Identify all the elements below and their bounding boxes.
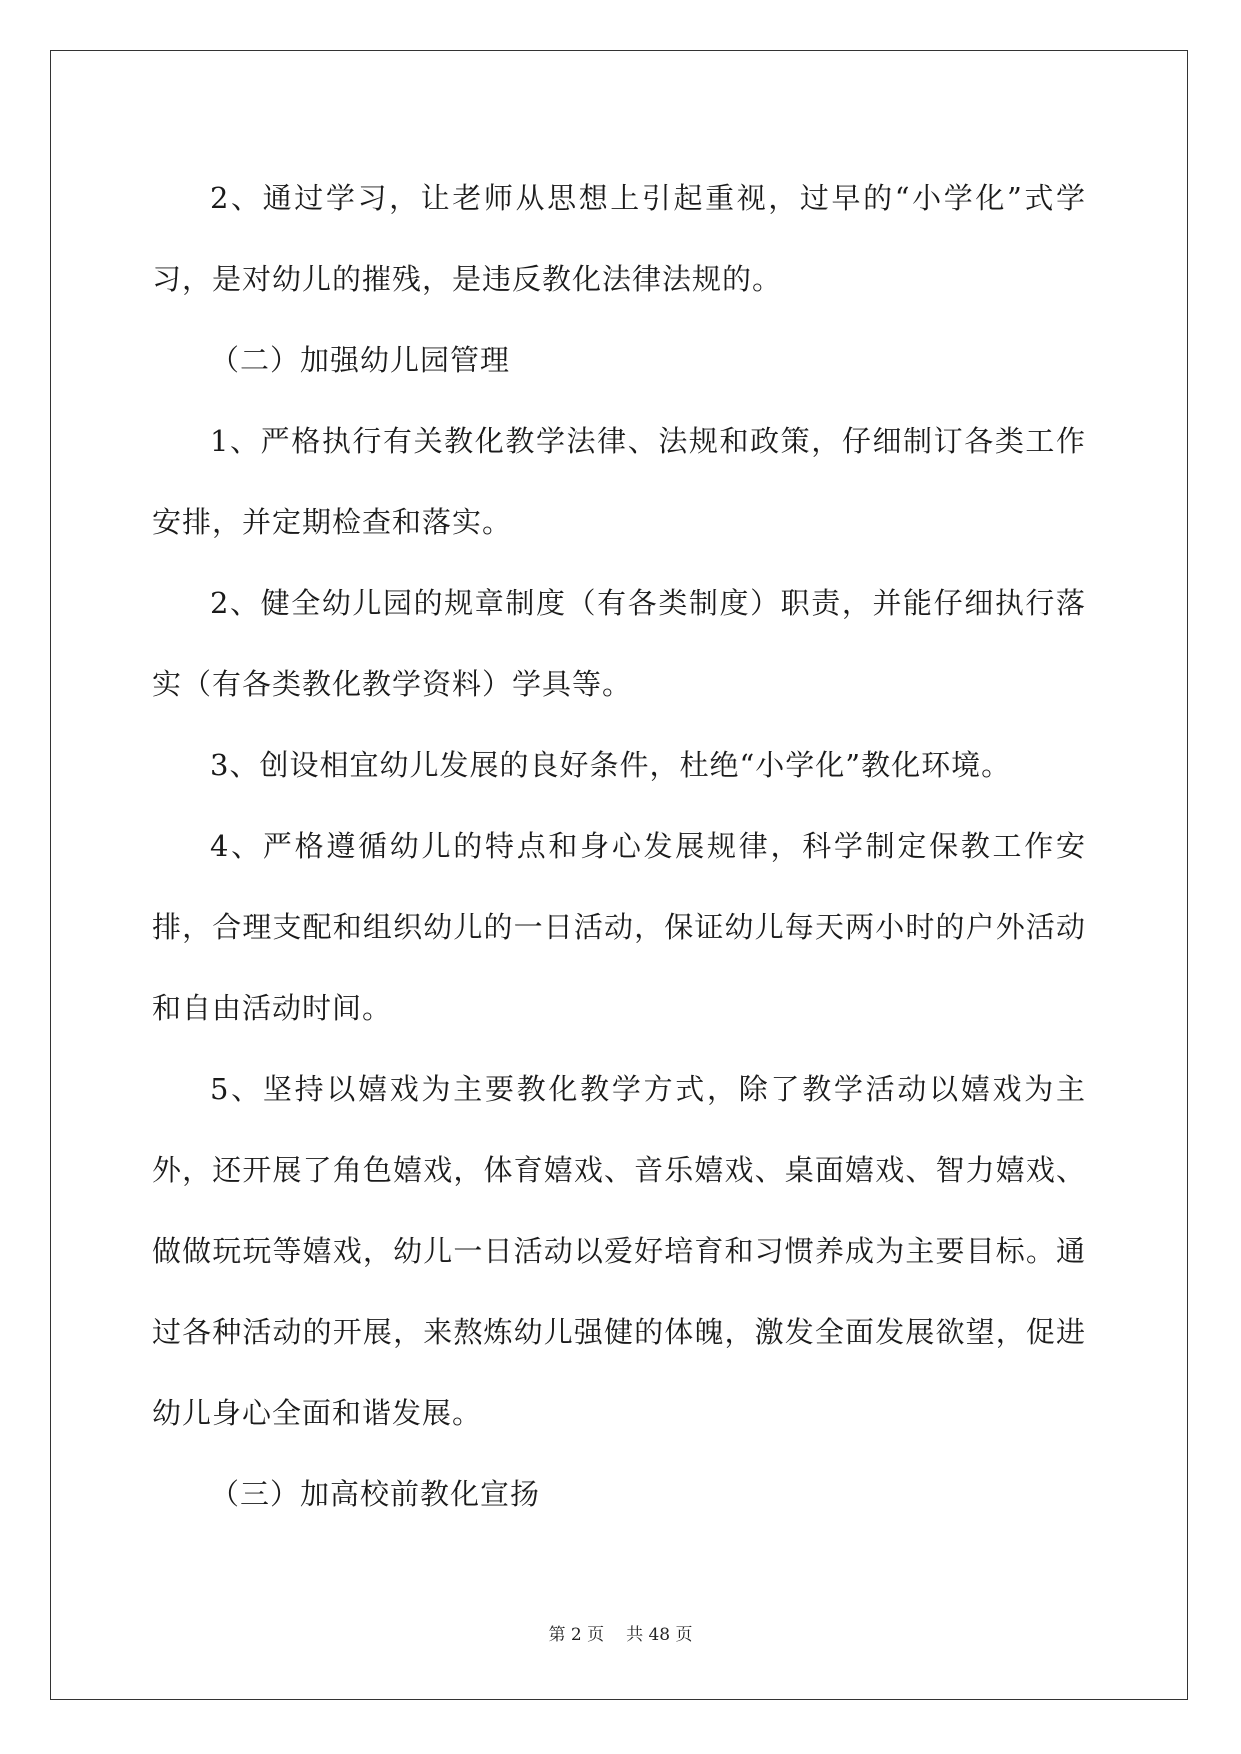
paragraph: 4、严格遵循幼儿的特点和身心发展规律，科学制定保教工作安排，合理支配和组织幼儿的一日活动，保证幼儿每天两小时的户外活动和自由活动时间。 — [152, 829, 1086, 1025]
document-body — [152, 158, 1086, 1535]
paragraph: 2、通过学习，让老师从思想上引起重视，过早的“小学化”式学习，是对幼儿的摧残，是违反教化法律法规的。 — [152, 181, 1086, 296]
page-number: 第 2 页 — [548, 1625, 605, 1645]
paragraph: 3、创设相宜幼儿发展的良好条件，杜绝“小学化”教化环境。 — [210, 748, 1012, 782]
paragraph: 1、严格执行有关教化教学法律、法规和政策，仔细制订各类工作安排，并定期检查和落实。 — [152, 424, 1086, 539]
page-footer — [0, 1620, 1241, 1645]
page-total: 共 48 页 — [626, 1625, 693, 1645]
paragraph: 5、坚持以嬉戏为主要教化教学方式，除了教学活动以嬉戏为主外，还开展了角色嬉戏，体育嬉戏、音乐嬉戏、桌面嬉戏、智力嬉戏、做做玩玩等嬉戏，幼儿一日活动以爱好培育和习惯养成为主要目标。通过各种活动的开展，来熬炼幼儿强健的体魄，激发全面发展欲望，促进幼儿身心全面和谐发展。 — [152, 1072, 1086, 1430]
paragraph: 2、健全幼儿园的规章制度（有各类制度）职责，并能仔细执行落实（有各类教化教学资料）学具等。 — [152, 586, 1086, 701]
section-heading: （二）加强幼儿园管理 — [210, 343, 511, 377]
section-heading: （三）加高校前教化宣扬 — [210, 1477, 541, 1511]
